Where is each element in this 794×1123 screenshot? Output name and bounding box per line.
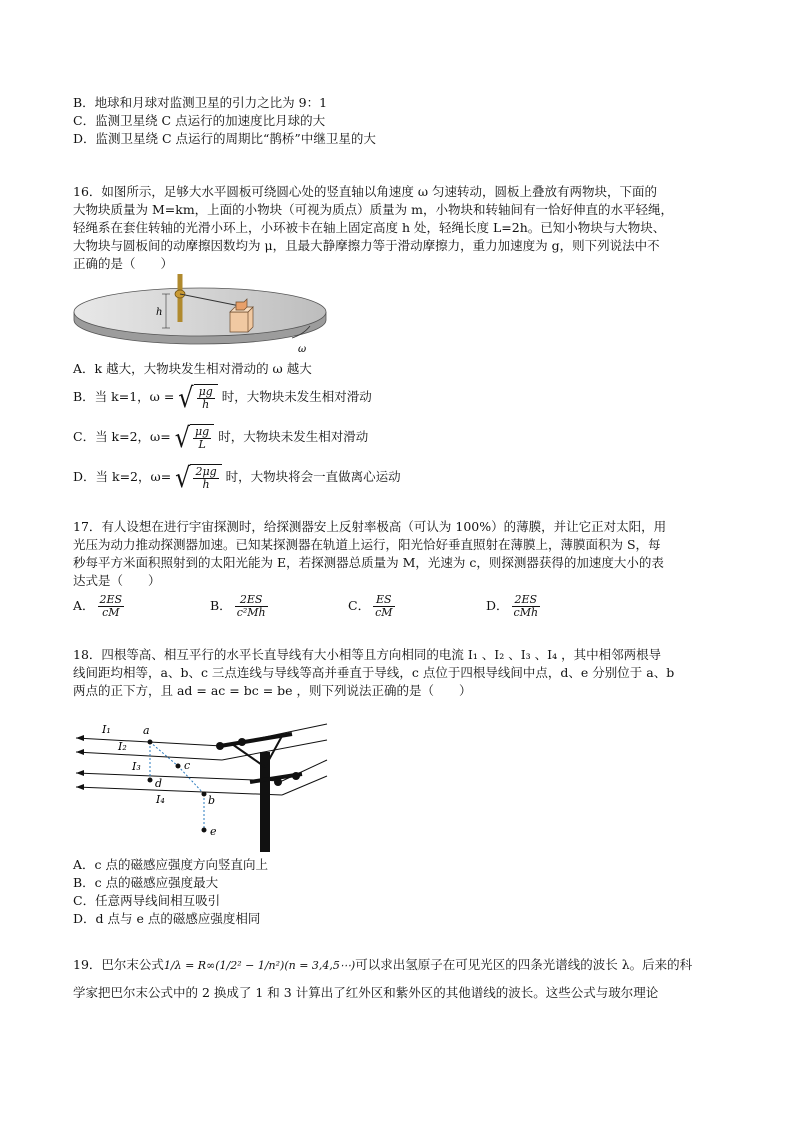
q17-option-a: A． $\frac{2ES}{cM}$ [73,593,123,619]
omega-label: ω [298,344,307,355]
q16-option-c: C．当 k=2，ω= √ $\frac{\mu g}{L}$ 时，大物块未发生相对滑动 [73,421,369,454]
q19-line-2: 学家把巴尔末公式中的 2 换成了 1 和 3 计算出了红外区和紫外区的其他谱线的波长。这些公式与玻尔理论 [73,985,659,1000]
q18-wires-figure [72,712,334,852]
q16-option-d: D．当 k=2，ω= √ $\frac{2\mu g}{h}$ 时，大物块将会一直做离心运动 [73,461,401,494]
q16-option-a: A．k 越大，大物块发生相对滑动的 ω 越大 [73,361,312,376]
point-e [202,828,207,833]
q17-option-c: C． $\frac{ES}{cM}$ [348,593,393,619]
label-i3: I₃ [132,760,141,773]
q15-option-b: B．地球和月球对监测卫星的引力之比为 9：1 [73,95,328,110]
q17-stem-line-4: 达式是（ ） [73,573,161,588]
label-i1: I₁ [102,723,111,736]
q19-line-1: 19．巴尔末公式1/λ = R∞(1/2² − 1/n²)(n = 3,4,5⋯)可以求出氢原子在可见光区的四条光谱线的波长 λ。后来的科 [73,957,693,972]
label-d: d [155,777,163,790]
q16-stem-line-1: 16．如图所示，足够大水平圆板可绕圆心处的竖直轴以角速度 ω 匀速转动，圆板上叠放有两物块，下面的 [73,184,658,199]
q15-option-c: C．监测卫星绕 C 点运行的加速度比月球的大 [73,113,326,128]
q17-stem-line-2: 光压为动力推动探测器加速。已知某探测器在轨道上运行，阳光恰好垂直照射在薄膜上，薄膜面积为 S，每 [73,537,661,552]
q16-stem-line-4: 大物块与圆板间的动摩擦因数均为 μ，且最大静摩擦力等于滑动摩擦力，重力加速度为 g，则下列说法中不 [73,238,660,253]
q16-stem-line-2: 大物块质量为 M=km，上面的小物块（可视为质点）质量为 m，小物块和转轴间有一恰好伸直的水平轻绳， [73,202,674,217]
q15-option-d: D．监测卫星绕 C 点运行的周期比“鹊桥”中继卫星的大 [73,131,376,146]
label-c: c [184,759,191,772]
q18-stem-line-3: 两点的正下方，且 ad = ac = bc = be ，则下列说法正确的是（ ） [73,683,472,698]
disk-top [74,288,326,336]
label-a: a [143,724,150,737]
balmer-formula: 1/λ = R∞(1/2² − 1/n²)(n = 3,4,5⋯) [163,959,356,972]
q16-option-b: B．当 k=1，ω = √ $\frac{\mu g}{h}$ 时，大物块未发生相对滑动 [73,381,372,414]
point-b [202,792,207,797]
q17-option-d: D． $\frac{2ES}{\text{cMh}}$ [486,593,539,619]
wire-3 [76,773,282,781]
point-d [148,778,153,783]
point-c [176,764,181,769]
q16-disk-figure [72,272,342,358]
q18-stem-line-2: 线间距均相等，a、b、c 三点连线与导线等高并垂直于导线，c 点位于四根导线间中点，d、e 分别位于 a、b [73,665,675,680]
q16-stem-line-3: 轻绳系在套住转轴的光滑小环上，小环被卡在轴上固定高度 h 处，轻绳长度 L=2h。已知小物块与大物块、 [73,220,666,235]
q18-option-c: C．任意两导线间相互吸引 [73,893,221,908]
q18-option-d: D．d 点与 e 点的磁感应强度相同 [73,911,261,926]
q17-stem-line-3: 秒每平方米面积照射到的太阳光能为 E，若探测器总质量为 M，光速为 c，则探测器获得的加速度大小的表 [73,555,664,570]
q17-stem-line-1: 17．有人设想在进行宇宙探测时，给探测器安上反射率极高（可认为 100%）的薄膜，并让它正对太阳，用 [73,519,667,534]
label-e: e [210,825,217,838]
q17-option-b: B． $\frac{2ES}{\text{c²Mh}}$ [210,593,266,619]
wire-4 [76,787,282,795]
label-i2: I₂ [118,740,127,753]
q18-option-a: A．c 点的磁感应强度方向竖直向上 [73,857,269,872]
q18-option-b: B．c 点的磁感应强度最大 [73,875,219,890]
q16-stem-line-5: 正确的是（ ） [73,256,174,271]
q18-stem-line-1: 18．四根等高、相互平行的水平长直导线有大小相等且方向相同的电流 I₁ 、I₂ 、I₃ 、I₄ ，其中相邻两根导 [73,647,662,662]
wire-2 [76,752,222,760]
point-a [148,740,153,745]
label-b: b [208,794,216,807]
height-label: h [156,307,163,318]
label-i4: I₄ [156,793,165,806]
